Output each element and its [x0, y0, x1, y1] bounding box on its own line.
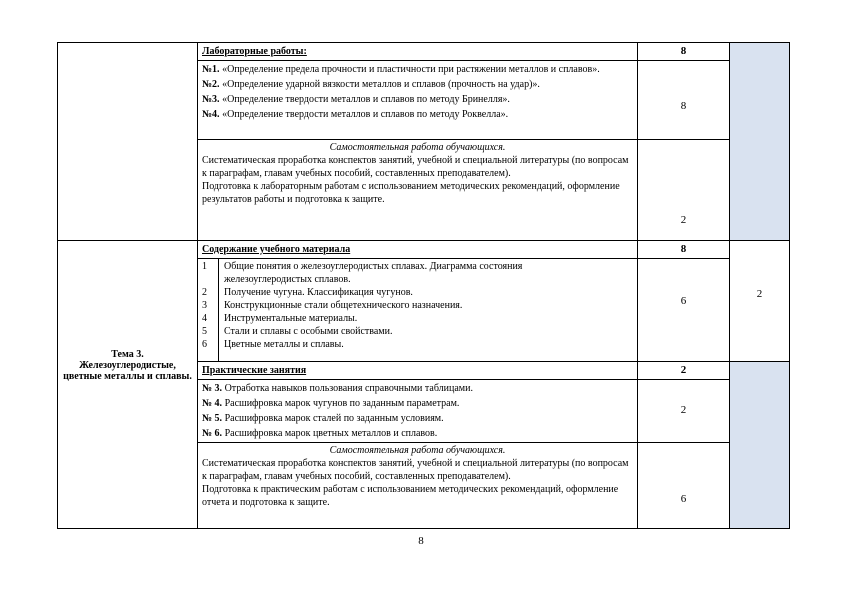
practice-header-hours: 2 — [680, 364, 687, 376]
lab-item: №3. «Определение твердости металлов и сплавов по методу Бринелля». — [202, 94, 510, 105]
lab-items-hours: 8 — [680, 100, 687, 112]
content-header-cell — [197, 240, 638, 259]
content-items-hours-cell — [637, 258, 730, 362]
practice-items-hours: 2 — [680, 404, 687, 416]
level-cell — [729, 240, 790, 362]
list-divider — [218, 259, 219, 361]
curriculum-table — [57, 42, 790, 529]
list-item: 6 Цветные металлы и сплавы. — [202, 339, 344, 350]
self-work-1-text: Систематическая проработка конспектов занятий, учебной и специальной литературы (по вопросам к параграфам, главам учебных пособий, составленных преподавателем). — [202, 155, 629, 179]
lab-item: №1. «Определение предела прочности и пластичности при растяжении металлов и сплавов». — [202, 64, 600, 75]
practice-item: № 6. Расшифровка марок цветных металлов и сплавов. — [202, 428, 438, 439]
list-item: 1 Общие понятия о железоуглеродистых сплавах. Диаграмма состояния железоуглеродистых сплавов. — [202, 261, 523, 285]
self-work-1-title: Самостоятельная работа обучающихся. — [329, 142, 506, 153]
topic3-title: Тема 3. Железоуглеродистые, цветные металлы и сплавы. — [63, 349, 192, 382]
practice-header: Практические занятия — [202, 365, 307, 376]
self-work-2-hours-cell — [637, 442, 730, 529]
self-work-2-cell — [197, 442, 638, 529]
practice-items-cell — [197, 379, 638, 443]
content-header-hours-cell — [637, 240, 730, 259]
content-items-hours: 6 — [680, 295, 687, 307]
level-value: 2 — [756, 288, 763, 300]
level-cell-shaded-1 — [729, 42, 790, 241]
list-item: 2 Получение чугуна. Классификация чугунов. — [202, 287, 413, 298]
content-header-hours: 8 — [680, 243, 687, 255]
self-work-1-text-2: Подготовка к лабораторным работам с использованием методических рекомендаций, оформление результатов работы и подготовка к защите. — [202, 181, 620, 205]
lab-items-hours-cell — [637, 60, 730, 140]
lab-header-hours: 8 — [680, 45, 687, 57]
lab-items-cell — [197, 60, 638, 140]
content-items-cell — [197, 258, 638, 362]
self-work-1-cell — [197, 139, 638, 241]
lab-item: №4. «Определение твердости металлов и сплавов по методу Роквелла». — [202, 109, 509, 120]
self-work-2-hours: 6 — [680, 493, 687, 505]
level-cell-shaded-2 — [729, 361, 790, 529]
list-item: 3 Конструкционные стали общетехнического назначения. — [202, 300, 463, 311]
self-work-2-text-2: Подготовка к практическим работам с использованием методических рекомендаций, оформление отчета и подготовка к защите. — [202, 484, 619, 508]
self-work-2-text: Систематическая проработка конспектов занятий, учебной и специальной литературы (по вопросам к параграфам, главам учебных пособий, составленных преподавателем). — [202, 458, 629, 482]
list-item: 5 Стали и сплавы с особыми свойствами. — [202, 326, 393, 337]
practice-header-cell — [197, 361, 638, 380]
practice-item: № 4. Расшифровка марок чугунов по заданным параметрам. — [202, 398, 460, 409]
lab-header: Лабораторные работы: — [202, 46, 307, 57]
lab-header-cell — [197, 42, 638, 61]
lab-item: №2. «Определение ударной вязкости металлов и сплавов (прочность на удар)». — [202, 79, 540, 90]
practice-item: № 5. Расшифровка марок сталей по заданным условиям. — [202, 413, 444, 424]
topic-cell-empty — [57, 42, 198, 241]
page-number: 8 — [418, 535, 424, 547]
content-header: Содержание учебного материала — [202, 244, 351, 255]
self-work-1-hours: 2 — [680, 214, 687, 226]
self-work-1-hours-cell — [637, 139, 730, 241]
list-item: 4 Инструментальные материалы. — [202, 313, 358, 324]
lab-header-hours-cell — [637, 42, 730, 61]
self-work-2-title: Самостоятельная работа обучающихся. — [329, 445, 506, 456]
topic-cell-topic3 — [57, 240, 198, 529]
practice-header-hours-cell — [637, 361, 730, 380]
practice-items-hours-cell — [637, 379, 730, 443]
practice-item: № 3. Отработка навыков пользования справочными таблицами. — [202, 383, 473, 394]
